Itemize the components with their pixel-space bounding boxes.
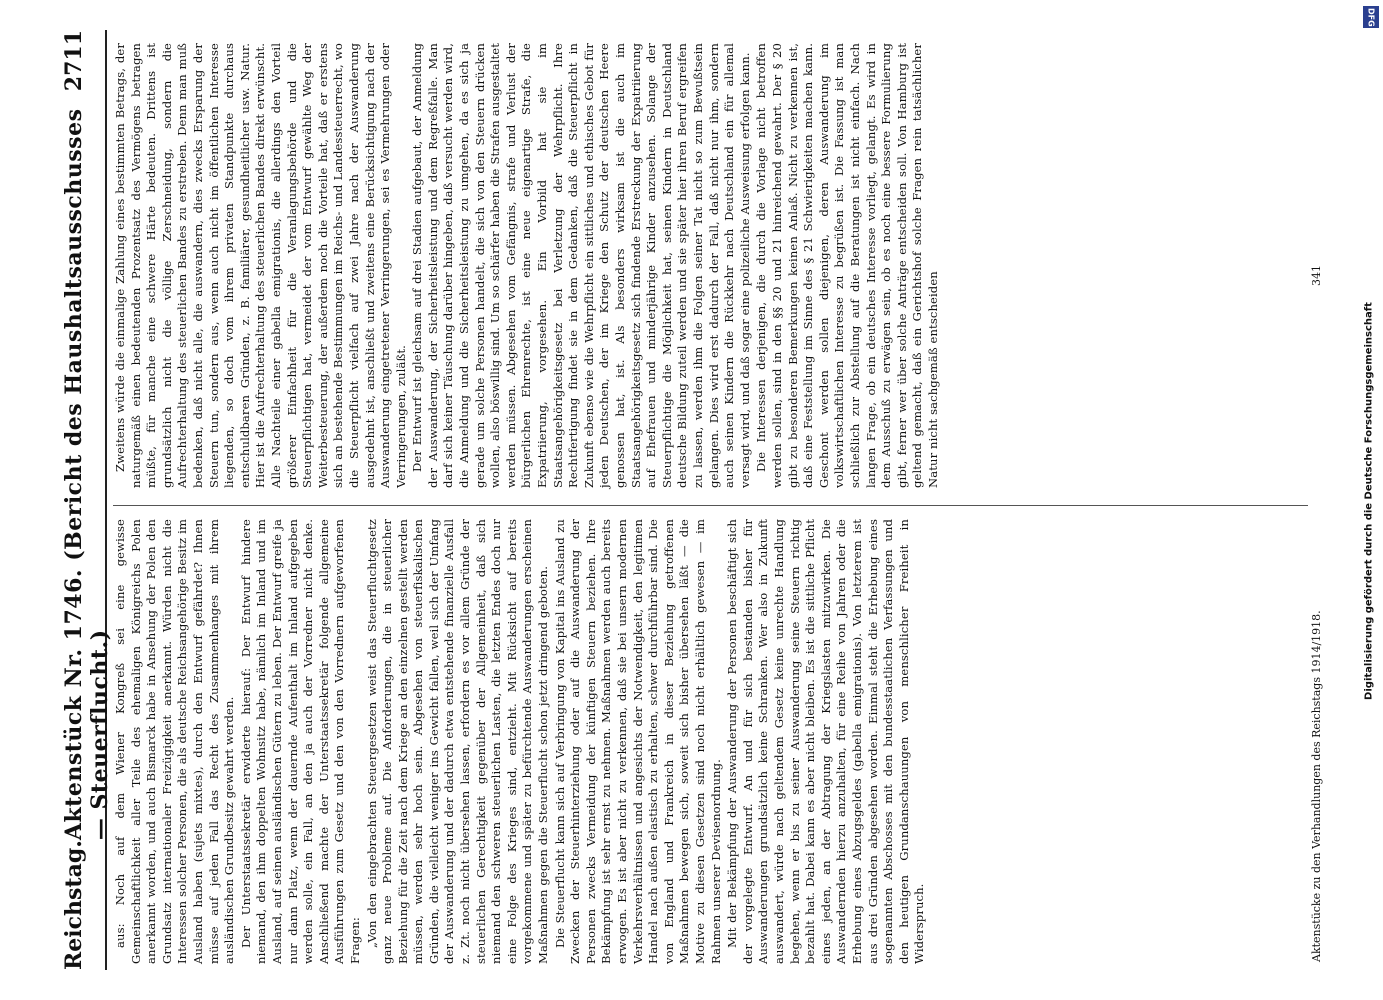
digitization-credit <box>1357 6 1381 996</box>
left-paragraph: „Von den eingebrachten Steuergesetzen weist das Steuerfluchtgesetz ganz neue Probleme auf. Die Anforderungen, die in steuerlicher Beziehung für die Zeit nach dem Kriege an den einzelnen gestellt werden müssen, werden sehr hoch sein. Abgesehen von steuerfiskalischen Gründen, die vielleicht weniger ins Gewicht fallen, weil sich der Umfang der Auswanderung und der dadurch etwa entstehende finanzielle Ausfall z. Zt. noch nicht übersehen lassen, erfordern es vor allem Gründe der steuerlichen Gerechtigkeit gegenüber der Allgemeinheit, daß sich niemand den schweren steuerlichen Lasten, die letzten Endes doch nur eine Folge des Krieges sind, entzieht. Mit Rücksicht auf bereits vorgekommene und später zu befürchtende Auswanderungen erscheinen Maßnahmen gegen die Steuerflucht schon jetzt dringend geboten. <box>364 519 550 964</box>
header-title: Aktenstück Nr. 1746. (Bericht des Haushaltsausschusses — Steuerflucht.) <box>60 108 113 841</box>
left-paragraph: Der Unterstaatssekretär erwiderte hierauf: Der Entwurf hindere niemand, den ihm doppelten Wohnsitz habe, nämlich im Inland und im Ausland, auf seinen ausländischen Gütern zu leben. Der Entwurf greife ja nur dann Platz, wenn der dauernde Aufenthalt im Inland aufgegeben werden solle, ein Fall, an den ja auch der Vorredner nicht denke. Anschließend machte der Unterstaatssekretär folgende allgemeine Ausführungen zum Gesetz und den von den Vorrednern aufgeworfenen Fragen: <box>238 519 362 964</box>
right-paragraph: Zweitens würde die einmalige Zahlung eines bestimmten Betrags, der naturgemäß einen bedeutenden Prozentsatz des Vermögens betragen müßte, für manche eine schwere Härte bedeuten. Drittens ist grundsätzlich nicht die völlige Zerschneidung, sondern die Aufrechterhaltung des steuerlichen Bandes zu erstreben. Denn man muß bedenken, daß nicht alle, die auswandern, dies zwecks Ersparung der Steuern tun, sondern aus, wenn auch nicht im öffentlichen Interesse liegenden, so doch vom ihrem privaten Standpunkte durchaus entschuldbaren Gründen, z. B. familiärer, gesundheitlicher usw. Natur. Hier ist die Aufrechterhaltung des steuerlichen Bandes direkt erwünscht. Alle Nachteile einer gabella emigrationis, die allerdings den Vorteil größerer Einfachheit für die Veranlagungsbehörde und die Steuerpflichtigen hat, vermeidet der vom Entwurf gewählte Weg der Weiterbesteuerung, der außerdem noch die Vorteile hat, daß er erstens sich an bestehende Bestimmungen im Reichs- und Landessteuerrecht, wo die Steuerpflicht vielfach auf zwei Jahre nach der Auswanderung ausgedehnt ist, anschließt und zweitens eine Berücksichtigung nach der Auswanderung eingetretener Verringerungen, sei es Vermehrungen oder Verringerungen, zuläßt. <box>112 43 408 488</box>
left-paragraph: Die Steuerflucht kann sich auf Verbringung von Kapital ins Ausland zu Zwecken der Steuerhinterziehung oder auf die Auswanderung der Personen zwecks Vermeidung der künftigen Steuern beziehen. Ihre Bekämpfung ist sehr ernst zu nehmen. Maßnahmen werden auch bereits erwogen. Es ist aber nicht zu verkennen, daß sie bei unsern modernen Verkehrsverhältnissen und angesichts der Notwendigkeit, den legitimen Handel nach außen elastisch zu erhalten, schwer durchführbar sind. Die von England und Frankreich in dieser Beziehung getroffenen Maßnahmen bewegen sich, soweit sich bisher übersehen läßt — die Motive zu diesen Gesetzen sind noch nicht erhältlich gewesen — im Rahmen unserer Devisenordnung. <box>552 519 723 964</box>
left-paragraph: aus: Noch auf dem Wiener Kongreß sei eine gewisse Gemeinschaftlichkeit aller Teile des ehemaligen Königreichs Polen anerkannt worden, und auch Bismarck habe in Ansehung der Polen den Grundsatz internationaler Freizügigkeit anerkannt. Würden nicht die Interessen solcher Personen, die als deutsche Reichsangehörige Besitz im Ausland haben (sujets mixtes), durch den Entwurf gefährdet? Ihnen müsse auf jeden Fall das Recht des Zusammenhanges mit ihrem ausländischen Grundbesitz gewahrt werden. <box>112 519 236 964</box>
right-paragraph: Der Entwurf ist gleichsam auf drei Stadien aufgebaut, der Anmeldung der Auswanderung, der Sicherheitsleistung und dem Regreßfalle. Man darf sich keiner Täuschung darüber hingeben, daß versucht werden wird, die Anmeldung und die Sicherheitsleistung zu umgehen, da es sich ja gerade um solche Personen handelt, die sich von den Steuern drücken wollen, also böswillig sind. Um so schärfer haben die Strafen ausgestaltet werden müssen. Abgesehen vom Gefängnis, strafe und Verlust der bürgerlichen Ehrenrechte, ist eine neue eigenartige Strafe, die Expatriierung, vorgesehen. Ein Vorbild hat sie im Staatsangehörigkeitsgesetz bei Verletzung der Wehrpflicht. Ihre Rechtfertigung findet sie in dem Gedanken, daß die Steuerpflicht in Zukunft ebenso wie die Wehrpflicht ein sittliches und ethisches Gebot für jeden Deutschen, der im Kriege den Schutz der deutschen Heere genossen hat, ist. Als besonders wirksam ist die auch im Staatsangehörigkeitsgesetz sich findende Erstreckung der Expatriierung auf Ehefrauen und minderjährige Kinder anzusehen. Solange der Steuerpflichtige die Möglichkeit hat, seinen Kindern in Deutschland deutsche Bildung zuteil werden und sie später hier ihren Beruf ergreifen zu lassen, werden ihm die Folgen seiner Tat nicht so zum Bewußtsein gelangen. Dies wird erst dadurch der Fall, daß nicht nur ihm, sondern auch seinen Kindern die Rückkehr nach Deutschland ein für allemal versagt wird, und daß sogar eine polizeiliche Ausweisung erfolgen kann. <box>409 43 752 488</box>
page-header <box>60 30 113 970</box>
right-column <box>113 43 942 488</box>
rotated-document-page <box>47 30 1337 970</box>
page-marker: 341 <box>1309 265 1323 286</box>
footer-note: Aktenstücke zu den Verhandlungen des Reichstags 1914/1918. <box>1309 610 1323 962</box>
left-column <box>113 519 929 964</box>
dfg-logo: DFG <box>1363 6 1379 28</box>
left-paragraph: Mit der Bekämpfung der Auswanderung der Personen beschäftigt sich der vorgelegte Entwurf. An und für sich bestanden bisher für Auswanderungen grundsätzlich keine Schranken. Wer also in Zukunft auswandert, würde nach geltendem Gesetz keine unrechte Handlung begehen, wenn er bis zu seiner Auswanderung seine Steuern richtig bezahlt hat. Dabei kann es aber nicht bleiben. Es ist die sittliche Pflicht eines jeden, an der Abtragung der Kriegslasten mitzuwirken. Die Auswandernden hierzu anzuhalten, für eine Reihe von Jahren oder die Erhebung eines Abzugsgeldes (gabella emigrationis). Von letzterem ist aus drei Gründen abgesehen worden. Einmal steht die Erhebung eines sogenannten Abschosses mit den bundesstaatlichen Verfassungen und den heutigen Grundanschauungen von menschlicher Freiheit in Widerspruch. <box>724 519 926 964</box>
credit-text: Digitalisierung gefördert durch die Deutsche Forschungsgemeinschaft <box>1363 302 1375 700</box>
right-paragraph: Die Interessen derjenigen, die durch die Vorlage nicht betroffen werden sollen, sind in den §§ 20 und 21 hinreichend gewahrt. Der § 20 gibt zu besonderen Bemerkungen keinen Anlaß. Nicht zu verkennen ist, daß eine Feststellung im Sinne des § 21 Schwierigkeiten machen kann. Geschont werden sollen diejenigen, deren Auswanderung im volkswirtschaftlichen Interesse zu begrüßen ist. Die Fassung ist man schließlich zur Abstellung auf die Beratungen ist nicht einfach. Nach langen Frage, ob ein deutsches Interesse vorliegt, gelangt. Es wird in dem Ausschuß zu erwägen sein, ob es noch eine bessere Formulierung gibt, ferner wer über solche Anträge entscheiden soll. Von Hamburg ist geltend gemacht, daß ein Gerichtshof solche Fragen rein tatsächlicher Natur nicht sachgemäß entscheiden <box>753 43 940 488</box>
header-left: Reichstag. <box>60 840 87 970</box>
header-page-number: 2711 <box>60 30 87 92</box>
column-divider <box>113 505 1308 506</box>
